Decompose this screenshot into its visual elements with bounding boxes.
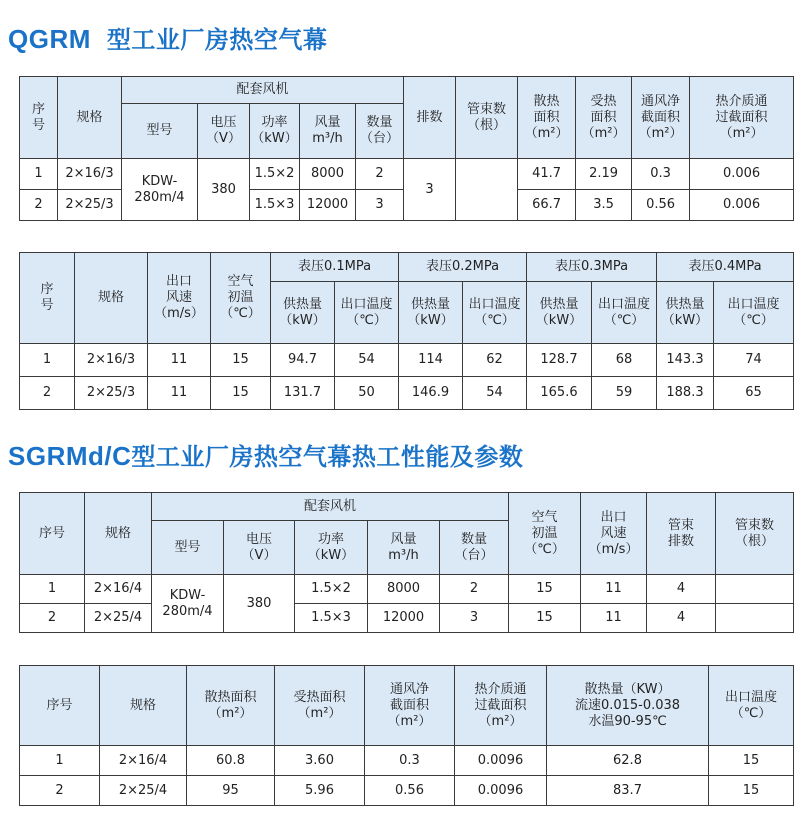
header-heat-area: 散热 面积 （m²） — [518, 77, 576, 159]
header-air-temp: 空气 初温 （℃） — [509, 493, 581, 575]
cell-heat: 128.7 — [527, 344, 592, 377]
cell-heat: 188.3 — [657, 377, 714, 410]
sgrm-spec-table — [19, 492, 794, 633]
header-seq: 序号 — [20, 666, 100, 746]
header-airflow: 风量 m³/h — [300, 104, 356, 159]
cell-power: 1.5×2 — [250, 159, 300, 190]
header-heat: 供热量 （kW） — [271, 282, 335, 344]
cell-outtemp: 54 — [463, 377, 527, 410]
cell-net-area: 0.3 — [632, 159, 690, 190]
header-heat: 供热量 （kW） — [527, 282, 592, 344]
cell-medium-area: 0.0096 — [455, 776, 547, 806]
section-title-qgrm — [8, 20, 327, 55]
cell-seq: 1 — [20, 159, 58, 190]
cell-spec: 2×25/4 — [100, 776, 187, 806]
cell-model: KDW- 280m/4 — [122, 159, 198, 221]
header-fan: 配套风机 — [152, 493, 509, 521]
header-spec: 规格 — [75, 253, 148, 344]
cell-power: 1.5×2 — [295, 575, 368, 604]
header-medium-area: 热介质通 过截面积 （m²） — [455, 666, 547, 746]
cell-net-area: 0.56 — [632, 190, 690, 221]
header-net-area: 通风净 截面积 （m²） — [365, 666, 455, 746]
cell-heat: 143.3 — [657, 344, 714, 377]
header-heat-area: 散热面积 （m²） — [187, 666, 275, 746]
cell-spec: 2×25/3 — [75, 377, 148, 410]
header-medium-area: 热介质通 过截面积 （m²） — [690, 77, 794, 159]
cell-heat: 165.6 — [527, 377, 592, 410]
cell-recv-area: 3.5 — [576, 190, 632, 221]
cell-net-area: 0.3 — [365, 746, 455, 776]
header-net-area: 通风净 截面积 （m²） — [632, 77, 690, 159]
header-seq: 序号 — [20, 493, 85, 575]
header-seq: 序 号 — [20, 253, 75, 344]
cell-voltage: 380 — [224, 575, 295, 633]
cell-tubes — [716, 604, 794, 633]
header-air-temp: 空气 初温 （℃） — [211, 253, 271, 344]
cell-heat: 94.7 — [271, 344, 335, 377]
cell-medium-area: 0.006 — [690, 190, 794, 221]
header-bundle-rows: 管束 排数 — [647, 493, 716, 575]
title-model-code: SGRMd/C — [8, 441, 132, 471]
cell-temp: 15 — [211, 377, 271, 410]
cell-outtemp: 15 — [709, 746, 794, 776]
header-qty: 数量 （台） — [440, 521, 509, 575]
cell-outtemp: 74 — [714, 344, 794, 377]
header-model: 型号 — [122, 104, 198, 159]
cell-seq: 2 — [20, 776, 100, 806]
cell-outtemp: 65 — [714, 377, 794, 410]
cell-heat-area: 95 — [187, 776, 275, 806]
cell-airflow: 8000 — [368, 575, 440, 604]
table-row — [20, 159, 794, 190]
header-tubes: 管束数 （根） — [716, 493, 794, 575]
cell-voltage: 380 — [198, 159, 250, 221]
cell-temp: 15 — [211, 344, 271, 377]
qgrm-performance-table — [19, 252, 794, 410]
cell-net-area: 0.56 — [365, 776, 455, 806]
cell-heat-area: 60.8 — [187, 746, 275, 776]
section-title-sgrm — [8, 437, 523, 472]
cell-seq: 2 — [20, 604, 85, 633]
cell-qty: 3 — [440, 604, 509, 633]
cell-speed: 11 — [581, 604, 647, 633]
cell-seq: 1 — [20, 344, 75, 377]
table-row — [20, 746, 794, 776]
cell-bundle-rows: 4 — [647, 604, 716, 633]
title-text: 型工业厂房热空气幕热工性能及参数 — [131, 443, 524, 471]
cell-recv-area: 5.96 — [275, 776, 365, 806]
header-spec: 规格 — [100, 666, 187, 746]
cell-rows: 3 — [404, 159, 456, 221]
cell-airflow: 12000 — [368, 604, 440, 633]
header-power: 功率 （kW） — [295, 521, 368, 575]
cell-spec: 2×16/4 — [100, 746, 187, 776]
cell-spec: 2×25/4 — [85, 604, 152, 633]
cell-outtemp: 54 — [335, 344, 399, 377]
cell-heat-output: 62.8 — [547, 746, 709, 776]
cell-seq: 1 — [20, 746, 100, 776]
cell-outtemp: 59 — [592, 377, 657, 410]
header-outtemp: 出口温度 （℃） — [709, 666, 794, 746]
header-heat: 供热量 （kW） — [657, 282, 714, 344]
cell-spec: 2×25/3 — [58, 190, 122, 221]
header-outlet-speed: 出口 风速 （m/s） — [581, 493, 647, 575]
cell-heat-area: 66.7 — [518, 190, 576, 221]
cell-outtemp: 68 — [592, 344, 657, 377]
cell-recv-area: 2.19 — [576, 159, 632, 190]
cell-speed: 11 — [148, 377, 211, 410]
cell-seq: 2 — [20, 377, 75, 410]
header-outtemp: 出口温度 （℃） — [592, 282, 657, 344]
cell-speed: 11 — [148, 344, 211, 377]
header-recv-area: 受热 面积 （m²） — [576, 77, 632, 159]
cell-speed: 11 — [581, 575, 647, 604]
cell-tubes — [716, 575, 794, 604]
table-row — [20, 344, 794, 377]
table-row — [20, 377, 794, 410]
cell-airflow: 12000 — [300, 190, 356, 221]
header-model: 型号 — [152, 521, 224, 575]
title-model-code: QGRM — [8, 24, 91, 54]
cell-outtemp: 50 — [335, 377, 399, 410]
header-power: 功率 （kW） — [250, 104, 300, 159]
header-pressure-3: 表压0.3MPa — [527, 253, 657, 282]
cell-qty: 3 — [356, 190, 404, 221]
qgrm-spec-table — [19, 76, 794, 221]
header-pressure-4: 表压0.4MPa — [657, 253, 794, 282]
table-row — [20, 575, 794, 604]
header-spec: 规格 — [58, 77, 122, 159]
title-text: 型工业厂房热空气幕 — [106, 26, 328, 54]
cell-heat-output: 83.7 — [547, 776, 709, 806]
header-outtemp: 出口温度 （℃） — [463, 282, 527, 344]
header-outlet-speed: 出口 风速 （m/s） — [148, 253, 211, 344]
header-seq: 序 号 — [20, 77, 58, 159]
cell-temp: 15 — [509, 604, 581, 633]
cell-seq: 1 — [20, 575, 85, 604]
cell-power: 1.5×3 — [250, 190, 300, 221]
cell-medium-area: 0.006 — [690, 159, 794, 190]
cell-seq: 2 — [20, 190, 58, 221]
cell-heat: 131.7 — [271, 377, 335, 410]
header-voltage: 电压 （V） — [224, 521, 295, 575]
cell-recv-area: 3.60 — [275, 746, 365, 776]
header-heat-output: 散热量（KW） 流速0.015-0.038 水温90-95℃ — [547, 666, 709, 746]
cell-heat-area: 41.7 — [518, 159, 576, 190]
cell-qty: 2 — [440, 575, 509, 604]
header-tubes: 管束数 （根） — [456, 77, 518, 159]
table-row — [20, 604, 794, 633]
cell-spec: 2×16/4 — [85, 575, 152, 604]
header-spec: 规格 — [85, 493, 152, 575]
table-row — [20, 776, 794, 806]
header-outtemp: 出口温度 （℃） — [714, 282, 794, 344]
cell-spec: 2×16/3 — [75, 344, 148, 377]
header-airflow: 风量 m³/h — [368, 521, 440, 575]
header-voltage: 电压 （V） — [198, 104, 250, 159]
header-heat: 供热量 （kW） — [399, 282, 463, 344]
cell-airflow: 8000 — [300, 159, 356, 190]
header-outtemp: 出口温度 （℃） — [335, 282, 399, 344]
header-recv-area: 受热面积 （m²） — [275, 666, 365, 746]
sgrm-performance-table — [19, 665, 794, 806]
cell-medium-area: 0.0096 — [455, 746, 547, 776]
cell-bundle-rows: 4 — [647, 575, 716, 604]
cell-tubes — [456, 159, 518, 221]
cell-spec: 2×16/3 — [58, 159, 122, 190]
cell-heat: 146.9 — [399, 377, 463, 410]
cell-temp: 15 — [509, 575, 581, 604]
header-qty: 数量 （台） — [356, 104, 404, 159]
cell-power: 1.5×3 — [295, 604, 368, 633]
header-fan: 配套风机 — [122, 77, 404, 104]
cell-model: KDW- 280m/4 — [152, 575, 224, 633]
cell-heat: 114 — [399, 344, 463, 377]
header-pressure-2: 表压0.2MPa — [399, 253, 527, 282]
header-pressure-1: 表压0.1MPa — [271, 253, 399, 282]
cell-outtemp: 62 — [463, 344, 527, 377]
header-rows: 排数 — [404, 77, 456, 159]
cell-outtemp: 15 — [709, 776, 794, 806]
cell-qty: 2 — [356, 159, 404, 190]
